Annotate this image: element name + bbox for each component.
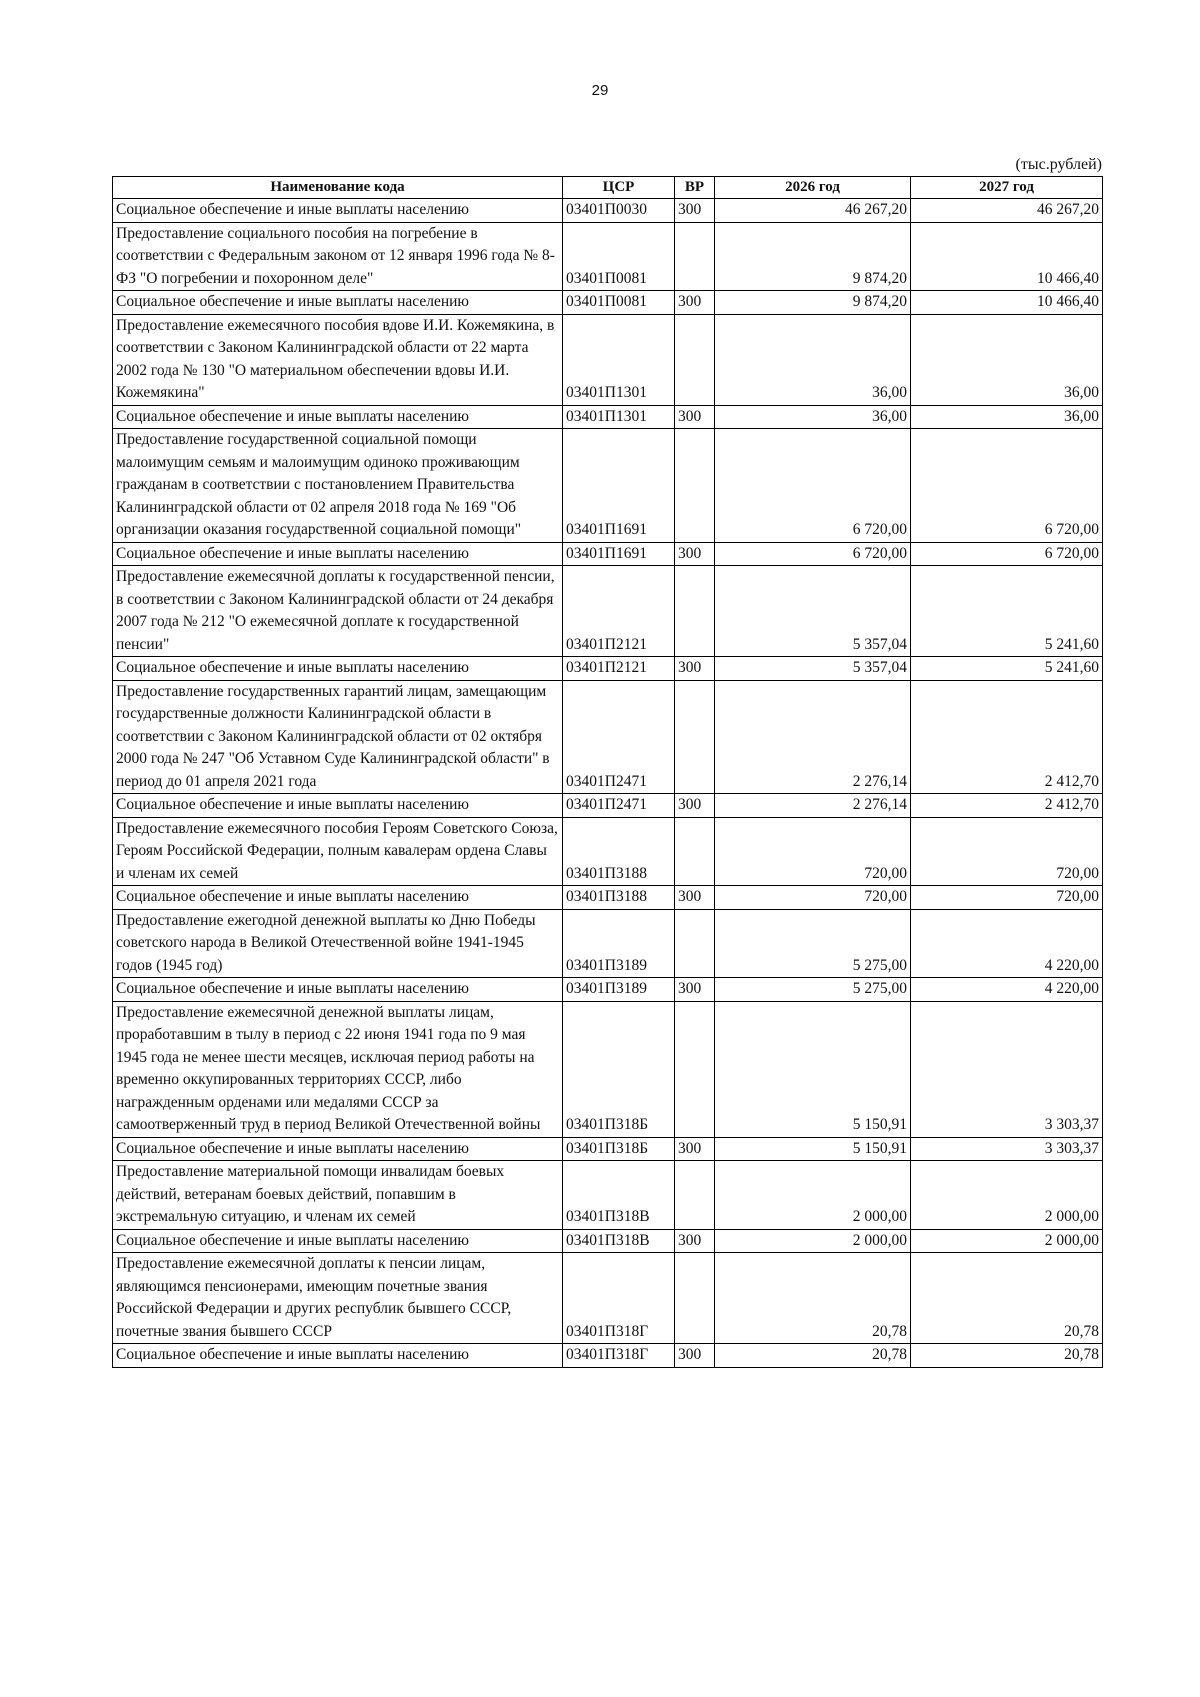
table-row	[113, 680, 1103, 794]
cell-vr: 300	[675, 978, 715, 1002]
table-body	[113, 199, 1103, 1368]
header-csr: ЦСР	[563, 177, 675, 199]
cell-name: Предоставление ежемесячного пособия Героям Советского Союза, Героям Российской Федерации, полным кавалерам ордена Славы и членам их семей	[113, 817, 563, 886]
cell-csr: 03401П1301	[563, 405, 675, 429]
cell-name: Предоставление ежемесячной доплаты к пенсии лицам, являющимся пенсионерами, имеющим почетные звания Российской Федерации и других республик бывшего СССР, почетные звания бывшего СССР	[113, 1253, 563, 1344]
cell-2026: 2 000,00	[715, 1161, 911, 1230]
table-row	[113, 886, 1103, 910]
cell-name: Социальное обеспечение и иные выплаты населению	[113, 794, 563, 818]
cell-csr: 03401П1691	[563, 542, 675, 566]
table-row	[113, 291, 1103, 315]
cell-vr: 300	[675, 291, 715, 315]
cell-vr: 300	[675, 1229, 715, 1253]
cell-name: Социальное обеспечение и иные выплаты населению	[113, 199, 563, 223]
cell-csr: 03401П318В	[563, 1161, 675, 1230]
table-row	[113, 794, 1103, 818]
cell-name: Социальное обеспечение и иные выплаты населению	[113, 1344, 563, 1368]
cell-name: Предоставление социального пособия на погребение в соответствии с Федеральным законом от 12 января 1996 года № 8-ФЗ "О погребении и похоронном деле"	[113, 222, 563, 291]
cell-2027: 6 720,00	[911, 429, 1103, 543]
cell-vr	[675, 817, 715, 886]
cell-name: Социальное обеспечение и иные выплаты населению	[113, 542, 563, 566]
table-row	[113, 1229, 1103, 1253]
cell-csr: 03401П2121	[563, 566, 675, 657]
cell-2027: 2 000,00	[911, 1161, 1103, 1230]
cell-2027: 3 303,37	[911, 1137, 1103, 1161]
cell-name: Социальное обеспечение и иные выплаты населению	[113, 657, 563, 681]
cell-2026: 20,78	[715, 1344, 911, 1368]
table-header-row	[113, 177, 1103, 199]
cell-csr: 03401П3189	[563, 909, 675, 978]
cell-vr: 300	[675, 657, 715, 681]
cell-2026: 5 275,00	[715, 909, 911, 978]
cell-name: Социальное обеспечение и иные выплаты населению	[113, 405, 563, 429]
cell-vr	[675, 429, 715, 543]
cell-name: Предоставление материальной помощи инвалидам боевых действий, ветеранам боевых действий, попавшим в экстремальную ситуацию, и членам их семей	[113, 1161, 563, 1230]
cell-vr	[675, 1253, 715, 1344]
cell-2026: 6 720,00	[715, 429, 911, 543]
cell-vr: 300	[675, 886, 715, 910]
table-row	[113, 405, 1103, 429]
cell-vr	[675, 1161, 715, 1230]
cell-2027: 36,00	[911, 314, 1103, 405]
cell-2026: 2 276,14	[715, 680, 911, 794]
cell-name: Социальное обеспечение и иные выплаты населению	[113, 291, 563, 315]
cell-vr	[675, 680, 715, 794]
cell-2026: 5 357,04	[715, 657, 911, 681]
cell-2027: 20,78	[911, 1253, 1103, 1344]
cell-2027: 5 241,60	[911, 657, 1103, 681]
table-row	[113, 1253, 1103, 1344]
cell-csr: 03401П318Г	[563, 1253, 675, 1344]
budget-table	[112, 176, 1103, 1368]
table-row	[113, 566, 1103, 657]
table-row	[113, 199, 1103, 223]
cell-vr	[675, 566, 715, 657]
cell-2026: 36,00	[715, 314, 911, 405]
cell-csr: 03401П0081	[563, 222, 675, 291]
cell-csr: 03401П2471	[563, 794, 675, 818]
table-row	[113, 1344, 1103, 1368]
cell-name: Социальное обеспечение и иные выплаты населению	[113, 886, 563, 910]
header-2026: 2026 год	[715, 177, 911, 199]
table-row	[113, 978, 1103, 1002]
cell-2027: 720,00	[911, 817, 1103, 886]
cell-2027: 2 412,70	[911, 794, 1103, 818]
cell-2026: 5 357,04	[715, 566, 911, 657]
cell-2026: 5 150,91	[715, 1001, 911, 1137]
cell-vr: 300	[675, 794, 715, 818]
header-vr: ВР	[675, 177, 715, 199]
cell-vr: 300	[675, 1344, 715, 1368]
cell-2027: 10 466,40	[911, 291, 1103, 315]
header-name: Наименование кода	[113, 177, 563, 199]
cell-csr: 03401П0081	[563, 291, 675, 315]
cell-2027: 20,78	[911, 1344, 1103, 1368]
table-row	[113, 429, 1103, 543]
cell-csr: 03401П318Б	[563, 1001, 675, 1137]
table-row	[113, 909, 1103, 978]
cell-2026: 2 000,00	[715, 1229, 911, 1253]
cell-2027: 3 303,37	[911, 1001, 1103, 1137]
cell-name: Предоставление ежемесячной денежной выплаты лицам, проработавшим в тылу в период с 22 июня 1941 года по 9 мая 1945 года не менее шести месяцев, исключая период работы на временно оккупированных территориях СССР, либо награжденным орденами или медалями СССР за самоотверженный труд в период Великой Отечественной войны	[113, 1001, 563, 1137]
cell-vr	[675, 909, 715, 978]
cell-csr: 03401П3188	[563, 817, 675, 886]
cell-2026: 6 720,00	[715, 542, 911, 566]
cell-2027: 36,00	[911, 405, 1103, 429]
cell-2026: 36,00	[715, 405, 911, 429]
cell-2026: 46 267,20	[715, 199, 911, 223]
cell-2026: 9 874,20	[715, 291, 911, 315]
cell-vr: 300	[675, 542, 715, 566]
cell-csr: 03401П318Г	[563, 1344, 675, 1368]
cell-csr: 03401П0030	[563, 199, 675, 223]
cell-vr	[675, 1001, 715, 1137]
cell-2026: 5 275,00	[715, 978, 911, 1002]
cell-name: Социальное обеспечение и иные выплаты населению	[113, 978, 563, 1002]
cell-csr: 03401П3189	[563, 978, 675, 1002]
header-2027: 2027 год	[911, 177, 1103, 199]
cell-csr: 03401П1691	[563, 429, 675, 543]
cell-2027: 5 241,60	[911, 566, 1103, 657]
cell-name: Предоставление ежемесячного пособия вдове И.И. Кожемякина, в соответствии с Законом Калининградской области от 22 марта 2002 года № 130 "О материальном обеспечении вдовы И.И. Кожемякина"	[113, 314, 563, 405]
cell-2027: 4 220,00	[911, 909, 1103, 978]
table-row	[113, 542, 1103, 566]
cell-vr: 300	[675, 199, 715, 223]
cell-csr: 03401П3188	[563, 886, 675, 910]
cell-csr: 03401П318В	[563, 1229, 675, 1253]
cell-csr: 03401П318Б	[563, 1137, 675, 1161]
cell-2026: 9 874,20	[715, 222, 911, 291]
cell-2027: 2 412,70	[911, 680, 1103, 794]
cell-vr: 300	[675, 1137, 715, 1161]
cell-name: Предоставление ежегодной денежной выплаты ко Дню Победы советского народа в Великой Отечественной войне 1941-1945 годов (1945 год)	[113, 909, 563, 978]
units-label: (тыс.рублей)	[1015, 156, 1102, 173]
cell-name: Предоставление государственной социальной помощи малоимущим семьям и малоимущим одиноко проживающим гражданам в соответствии с постановлением Правительства Калининградской области от 02 апреля 2018 года № 169 "Об организации оказания государственной социальной помощи"	[113, 429, 563, 543]
table-row	[113, 222, 1103, 291]
cell-2027: 10 466,40	[911, 222, 1103, 291]
cell-vr	[675, 222, 715, 291]
cell-2027: 2 000,00	[911, 1229, 1103, 1253]
cell-name: Социальное обеспечение и иные выплаты населению	[113, 1229, 563, 1253]
cell-2027: 4 220,00	[911, 978, 1103, 1002]
cell-name: Социальное обеспечение и иные выплаты населению	[113, 1137, 563, 1161]
cell-2026: 720,00	[715, 817, 911, 886]
cell-csr: 03401П2471	[563, 680, 675, 794]
cell-vr: 300	[675, 405, 715, 429]
cell-2027: 720,00	[911, 886, 1103, 910]
cell-2027: 46 267,20	[911, 199, 1103, 223]
cell-name: Предоставление государственных гарантий лицам, замещающим государственные должности Калининградской области в соответствии с Законом Калининградской области от 02 октября 2000 года № 247 "Об Уставном Суде Калининградской области" в период до 01 апреля 2021 года	[113, 680, 563, 794]
cell-2026: 720,00	[715, 886, 911, 910]
cell-csr: 03401П2121	[563, 657, 675, 681]
table-row	[113, 1137, 1103, 1161]
table-row	[113, 1161, 1103, 1230]
table-row	[113, 1001, 1103, 1137]
table-row	[113, 314, 1103, 405]
page-number: 29	[591, 82, 609, 99]
table-row	[113, 657, 1103, 681]
cell-2026: 20,78	[715, 1253, 911, 1344]
cell-2026: 2 276,14	[715, 794, 911, 818]
cell-vr	[675, 314, 715, 405]
table-row	[113, 817, 1103, 886]
cell-2027: 6 720,00	[911, 542, 1103, 566]
cell-name: Предоставление ежемесячной доплаты к государственной пенсии, в соответствии с Законом Калининградской области от 24 декабря 2007 года № 212 "О ежемесячной доплате к государственной пенсии"	[113, 566, 563, 657]
cell-csr: 03401П1301	[563, 314, 675, 405]
cell-2026: 5 150,91	[715, 1137, 911, 1161]
